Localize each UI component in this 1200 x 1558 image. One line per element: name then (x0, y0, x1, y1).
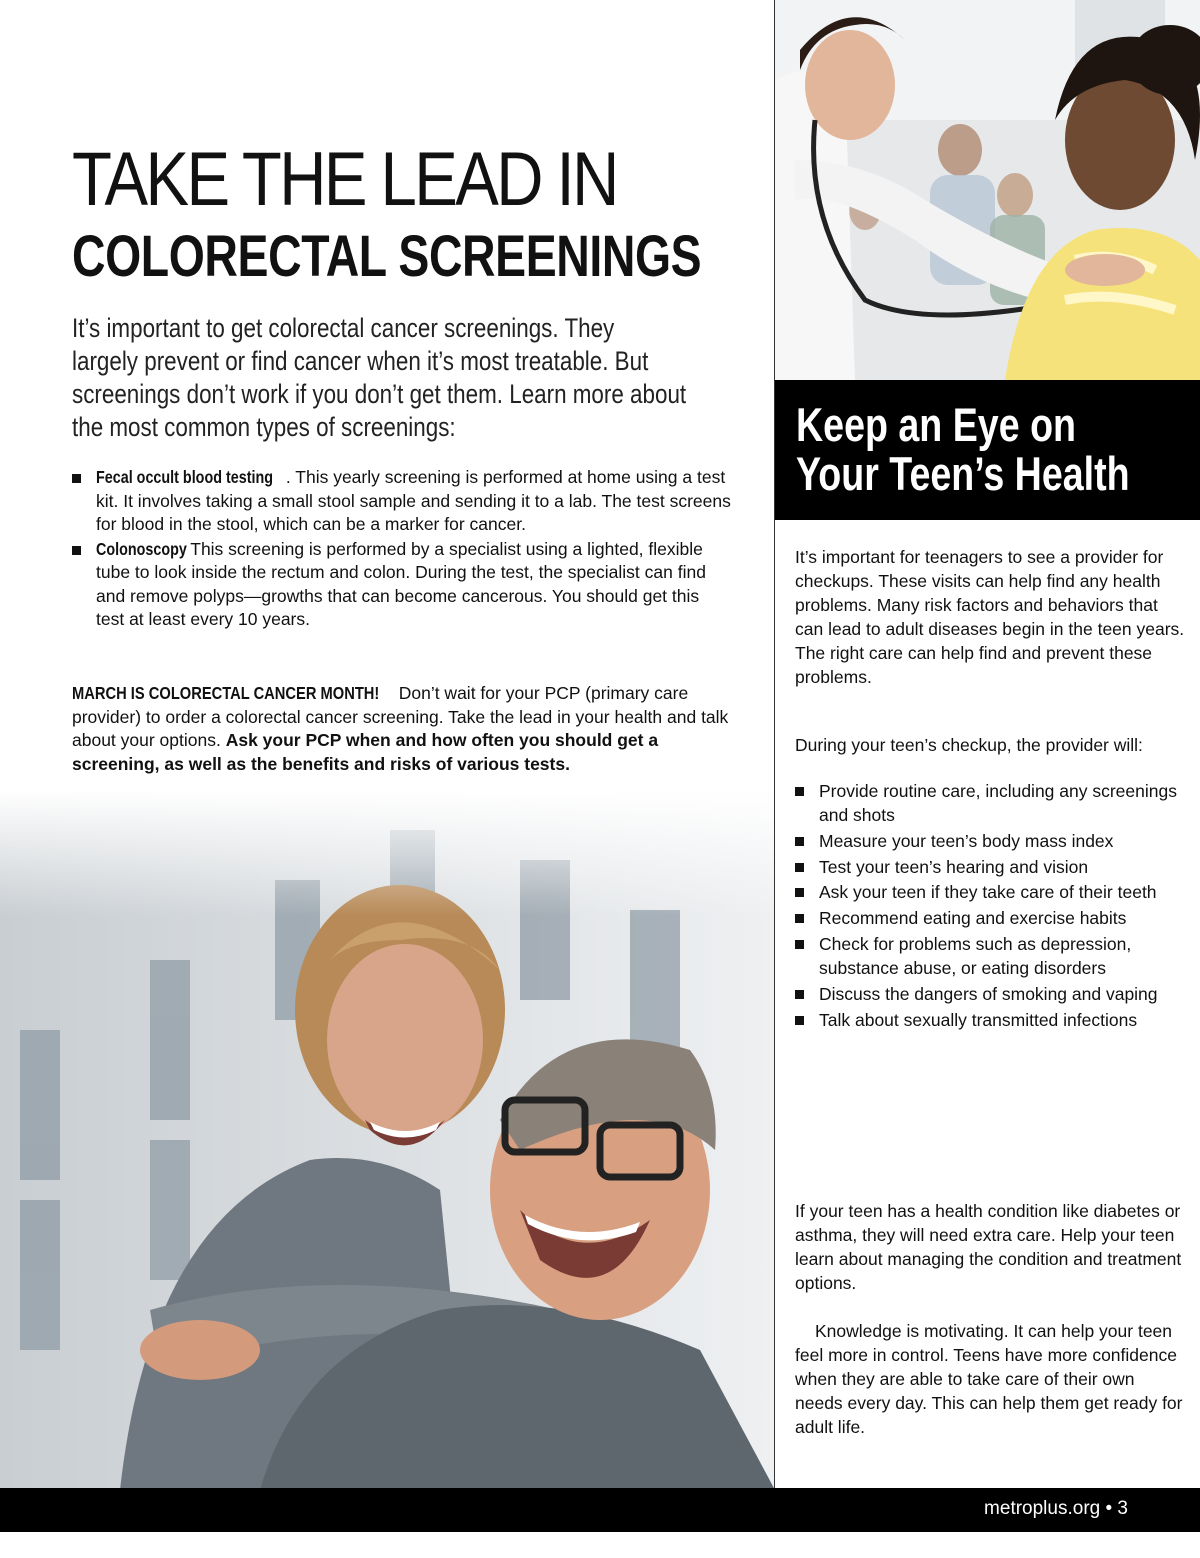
checkup-list (795, 779, 1185, 1033)
list-item (795, 880, 1185, 904)
heading-line1: Keep an Eye on (796, 398, 1076, 451)
list-item-text: Talk about sexually transmitted infections (819, 1009, 1138, 1030)
bullet-text: . This screening is performed by a specialist using a lighted, flexible tube to look inside the rectum and colon. During the test, the specialist can find and remove polyps—growths that can become cancerous. You should get this test at least every 10 years. (96, 538, 706, 629)
teen-health-heading (796, 400, 1130, 498)
bullet-square-icon (795, 1016, 804, 1025)
list-item (795, 1008, 1185, 1032)
bullet-square-icon (72, 474, 81, 483)
article-title-line1: TAKE THE LEAD IN (72, 137, 617, 222)
checkup-lead-paragraph: During your teen’s checkup, the provider will: (795, 735, 1143, 755)
bullet-square-icon (795, 940, 804, 949)
doctor-teen-photo (775, 0, 1200, 380)
list-item-text: Test your teen’s hearing and vision (819, 856, 1089, 877)
list-item (795, 855, 1185, 879)
right-column (775, 0, 1200, 1488)
knowledge-paragraph: Knowledge is motivating. It can help your teen feel more in control. Teens have more confidence when they are able to take care of their own needs every day. This can help them get ready for adult life. (795, 1321, 1183, 1437)
list-item (795, 906, 1185, 930)
couple-photo (0, 790, 775, 1490)
list-item (72, 538, 732, 632)
list-item-text: Recommend eating and exercise habits (819, 908, 1127, 929)
list-item (72, 466, 732, 537)
list-item-text: Check for problems such as depression, substance abuse, or eating disorders (819, 933, 1132, 978)
callout-text: Don’t wait for your PCP (primary care provider) to order a colorectal cancer screening. Take the lead in your health and talk about your options. (72, 683, 729, 750)
bullet-square-icon (795, 787, 804, 796)
article-title-line2: COLORECTAL SCREENINGS (72, 224, 702, 289)
teen-health-header (775, 380, 1200, 520)
list-item-text: Provide routine care, including any screenings and shots (819, 781, 1177, 825)
health-condition-paragraph: If your teen has a health condition like diabetes or asthma, they will need extra care. Help your teen learn about managing the condition and treatment options. (795, 1201, 1182, 1293)
list-item (795, 829, 1185, 853)
bullet-term: Colonoscopy (96, 538, 187, 559)
screening-list (72, 466, 732, 633)
list-item-text: Measure your teen’s body mass index (819, 830, 1114, 851)
bullet-square-icon (795, 863, 804, 872)
page-footer (0, 1488, 1200, 1558)
list-item (795, 779, 1185, 827)
bullet-text: . This yearly screening is performed at home using a test kit. It involves taking a small stool sample and sending it to a lab. The test screens for blood in the stool, which can be a marker for cancer. (96, 467, 731, 534)
footer-site-page: metroplus.org • 3 (984, 1498, 1128, 1519)
bullet-square-icon (795, 888, 804, 897)
list-item (795, 982, 1185, 1006)
bullet-square-icon (795, 837, 804, 846)
bullet-square-icon (72, 546, 81, 555)
list-item-text: Ask your teen if they take care of their teeth (819, 882, 1157, 903)
callout-paragraph (72, 682, 737, 776)
teen-intro-paragraph: It’s important for teenagers to see a provider for checkups. These visits can help find any health problems. Many risk factors and behaviors that can lead to adult diseases begin in the teen years. The right care can help find and prevent these problems. (795, 547, 1185, 687)
list-item-text: Discuss the dangers of smoking and vaping (819, 983, 1158, 1004)
bullet-term: Fecal occult blood testing (96, 467, 274, 487)
bullet-square-icon (795, 990, 804, 999)
callout-heading: MARCH IS COLORECTAL CANCER MONTH! (72, 683, 380, 703)
callout-bold-text: Ask your PCP when and how often you should get a screening, as well as the benefits and risks of various tests. (72, 730, 659, 774)
footer-bar (0, 1488, 1200, 1532)
list-item (795, 932, 1185, 980)
article-intro: It’s important to get colorectal cancer screenings. They largely prevent or find cancer when it’s most treatable. But screenings don’t work if you don’t get them. Learn more about the most common types of screenings: (72, 313, 687, 442)
bullet-square-icon (795, 914, 804, 923)
heading-line2: Your Teen’s Health (796, 447, 1130, 500)
